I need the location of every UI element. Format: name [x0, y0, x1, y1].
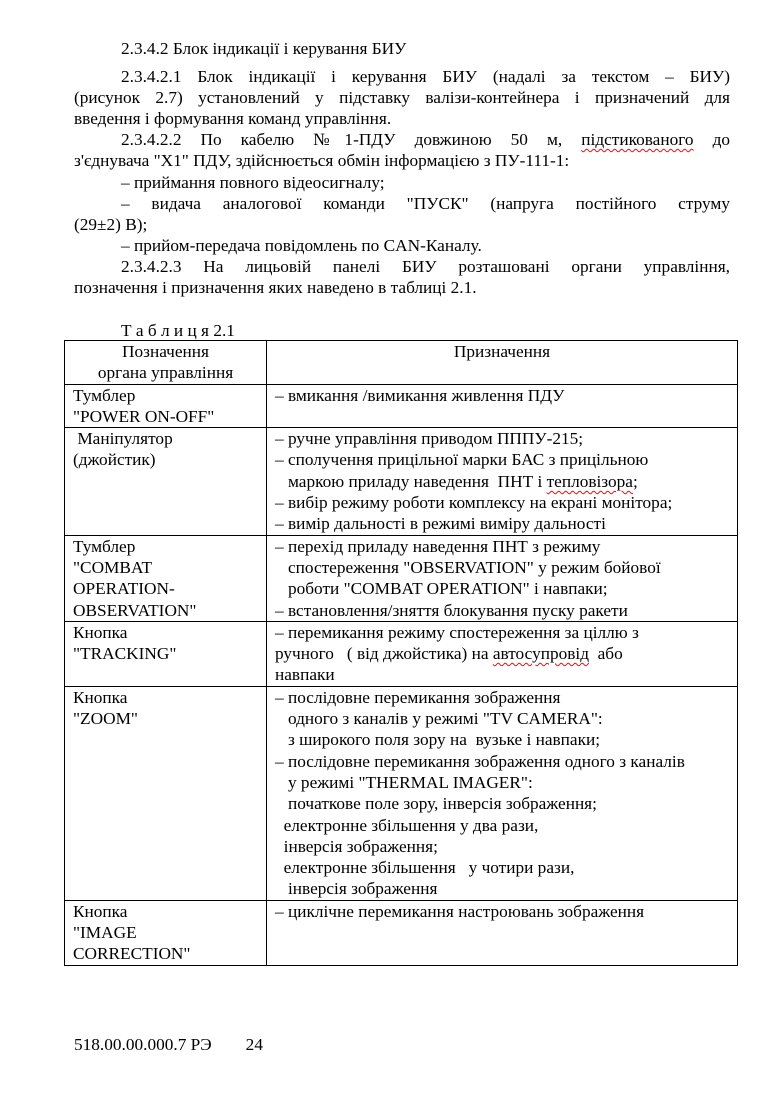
- table-row: [65, 686, 738, 900]
- table-row: [65, 621, 738, 686]
- spellcheck-word: тепловізора: [546, 471, 633, 491]
- para2-line2: з'єднувача "Х1" ПДУ, здійснюється обмін інформацією з ПУ-111-1:: [74, 151, 570, 170]
- control-purpose: – перехід приладу наведення ПНТ з режиму спостереження "OBSERVATION" у режим бойової роботи "COMBAT OPERATION" і навпаки; – встановлення/зняття блокування пуску ракети: [267, 535, 738, 621]
- para1-line1: 2.3.4.2.1 Блок індикації і керування БИУ (надалі за текстом – БИУ): [121, 67, 730, 86]
- control-purpose: – циклічне перемикання настроювань зображення: [267, 900, 738, 965]
- table-row: [65, 428, 738, 535]
- control-purpose: – вмикання /вимикання живлення ПДУ: [267, 384, 738, 428]
- list-item-3: – прийом-передача повідомлень по CAN-Каналу.: [121, 236, 482, 255]
- section-heading: 2.3.4.2 Блок індикації і керування БИУ: [121, 39, 407, 58]
- table-row: [65, 900, 738, 965]
- document-code: 518.00.00.000.7 РЭ: [74, 1035, 212, 1054]
- para3-line2: позначення і призначення яких наведено в таблиці 2.1.: [74, 278, 477, 297]
- table-header-row: [65, 341, 738, 385]
- control-purpose: – послідовне перемикання зображення одного з каналів у режимі "TV CAMERA": з широкого поля зору на вузьке і навпаки; – послідовне перемикання зображення одного з каналів у режимі "THERMAL IMAGER": початкове поле зору, інверсія зображення; електронне збільшення у два рази, інверсія зображення; електронне збільшення у чотири рази, інверсія зображення: [267, 686, 738, 900]
- list-item-2-line1: – видача аналогової команди "ПУСК" (напруга постійного струму: [121, 194, 730, 213]
- control-name: Маніпулятор (джойстик): [65, 428, 267, 535]
- table-caption: Т а б л и ц я 2.1: [121, 321, 235, 340]
- control-name: Кнопка "TRACKING": [65, 621, 267, 686]
- control-name: Тумблер "POWER ON-OFF": [65, 384, 267, 428]
- spellcheck-word: підстикованого: [581, 130, 694, 149]
- header-designation: Позначення органа управління: [65, 341, 267, 385]
- control-purpose: – ручне управління приводом ПППУ-215; – сполучення прицільної марки БАС з прицільною маркою приладу наведення ПНТ і тепловізора; – вибір режиму роботи комплексу на екрані монітора; – вимір дальності в режимі виміру дальності: [267, 428, 738, 535]
- para1-line2: (рисунок 2.7) установлений у підставку валізи-контейнера і призначений для: [74, 88, 730, 107]
- para1-line3: введення і формування команд управління.: [74, 109, 392, 128]
- spellcheck-word: автосупровід: [492, 644, 589, 664]
- control-name: Тумблер "COMBAT OPERATION- OBSERVATION": [65, 535, 267, 621]
- table-row: [65, 535, 738, 621]
- para2-line1: 2.3.4.2.2 По кабелю №1-ПДУ довжиною 50 м, підстикованого до: [121, 130, 730, 149]
- control-purpose: – перемикання режиму спостереження за ціллю з ручного ( від джойстика) на автосупровід або навпаки: [267, 621, 738, 686]
- table-row: [65, 384, 738, 428]
- list-item-1: – приймання повного відеосигналу;: [121, 173, 385, 192]
- list-item-2-line2: (29±2) В);: [74, 215, 148, 234]
- header-purpose: Призначення: [267, 341, 738, 385]
- para3-line1: 2.3.4.2.3 На лицьовій панелі БИУ розташовані органи управління,: [121, 257, 730, 276]
- control-name: Кнопка "IMAGE CORRECTION": [65, 900, 267, 965]
- control-name: Кнопка "ZOOM": [65, 686, 267, 900]
- page-footer: [74, 1034, 263, 1055]
- page-number: 24: [245, 1035, 263, 1054]
- controls-table: [64, 340, 738, 966]
